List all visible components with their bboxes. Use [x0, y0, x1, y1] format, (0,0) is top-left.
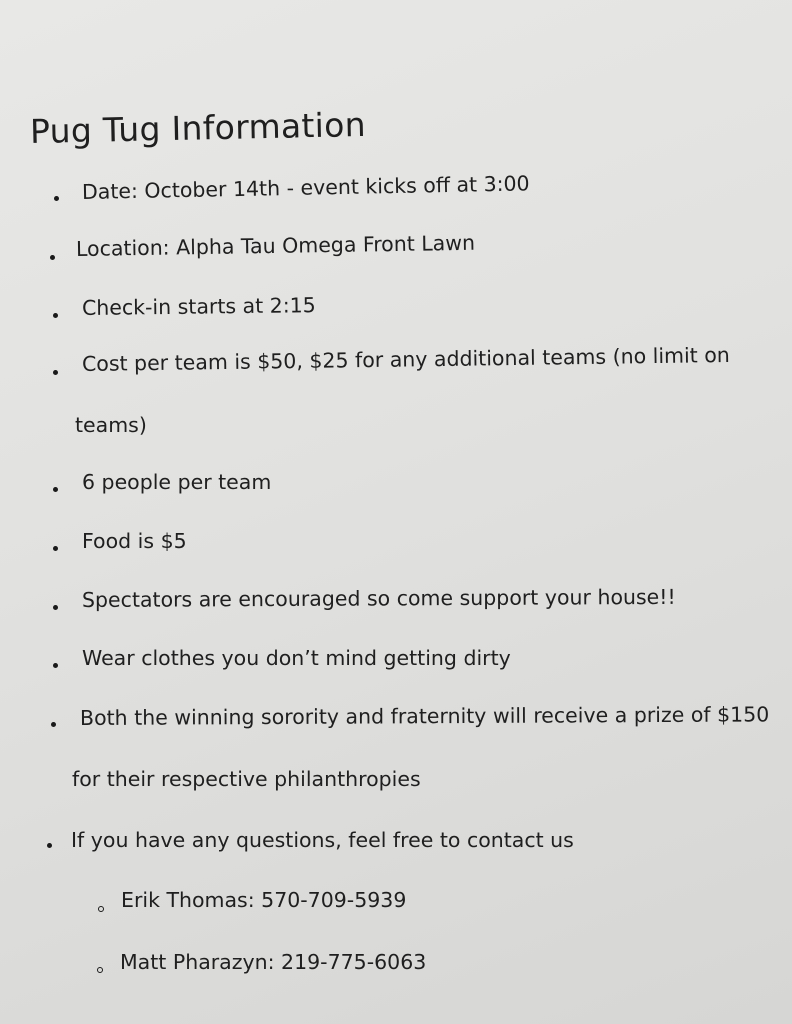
bullet-icon	[53, 605, 58, 610]
bullet-icon	[53, 487, 58, 492]
contact-matt-pharazyn: Matt Pharazyn: 219-775-6063	[120, 950, 427, 974]
list-item-cost-continuation: teams)	[75, 413, 147, 437]
list-item-date: Date: October 14th - event kicks off at 3:00	[81, 171, 530, 204]
bullet-icon	[53, 370, 58, 375]
circle-bullet-icon	[98, 906, 104, 912]
bullet-icon	[47, 843, 52, 848]
list-item-checkin: Check-in starts at 2:15	[81, 293, 316, 320]
document-title: Pug Tug Information	[29, 104, 367, 151]
list-item-prize-continuation: for their respective philanthropies	[72, 767, 421, 791]
list-item-food: Food is $5	[82, 529, 187, 553]
bullet-icon	[53, 546, 58, 551]
list-item-prize: Both the winning sorority and fraternity will receive a prize of $150	[79, 702, 770, 730]
bullet-icon	[50, 255, 55, 260]
circle-bullet-icon	[97, 967, 103, 973]
contact-erik-thomas: Erik Thomas: 570-709-5939	[121, 888, 407, 912]
list-item-cost: Cost per team is $50, $25 for any additional teams (no limit on	[81, 342, 730, 376]
bullet-icon	[53, 663, 58, 668]
bullet-icon	[54, 196, 59, 201]
bullet-icon	[51, 722, 56, 727]
list-item-spectators: Spectators are encouraged so come support your house!!	[81, 584, 676, 612]
bullet-icon	[53, 313, 58, 318]
list-item-clothes: Wear clothes you don’t mind getting dirty	[82, 646, 511, 670]
list-item-team-size: 6 people per team	[82, 470, 272, 494]
list-item-location: Location: Alpha Tau Omega Front Lawn	[75, 230, 476, 261]
list-item-questions: If you have any questions, feel free to contact us	[71, 828, 574, 852]
